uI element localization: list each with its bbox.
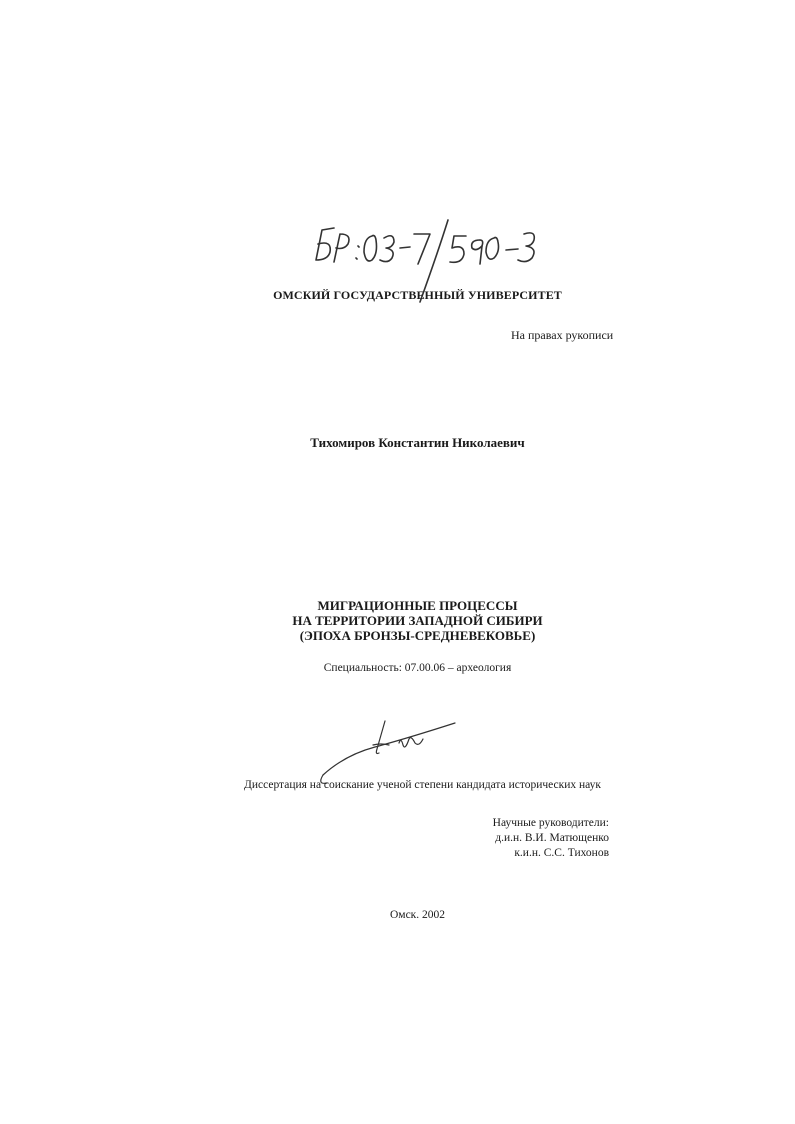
university-name: ОМСКИЙ ГОСУДАРСТВЕННЫЙ УНИВЕРСИТЕТ [273, 288, 562, 302]
title-line-2: НА ТЕРРИТОРИИ ЗАПАДНОЙ СИБИРИ [292, 613, 543, 628]
author-name: Тихомиров Константин Николаевич [310, 435, 525, 450]
manuscript-rights-note: На правах рукописи [511, 328, 614, 342]
specialty-line: Специальность: 07.00.06 – археология [323, 662, 512, 674]
supervisors-heading: Научные руководители: [492, 817, 609, 829]
title-line-3: (ЭПОХА БРОНЗЫ-СРЕДНЕВЕКОВЬЕ) [299, 628, 536, 643]
dissertation-title [0, 598, 795, 643]
dissertation-statement: Диссертация на соискание ученой степени кандидата исторических наук [244, 779, 602, 791]
supervisor-second: к.и.н. С.С. Тихонов [514, 847, 609, 859]
supervisors-block [493, 816, 609, 861]
title-line-1: МИГРАЦИОННЫЕ ПРОЦЕССЫ [317, 598, 518, 613]
city-year: Омск. 2002 [389, 909, 446, 921]
supervisor-first: д.и.н. В.И. Матющенко [495, 832, 609, 844]
